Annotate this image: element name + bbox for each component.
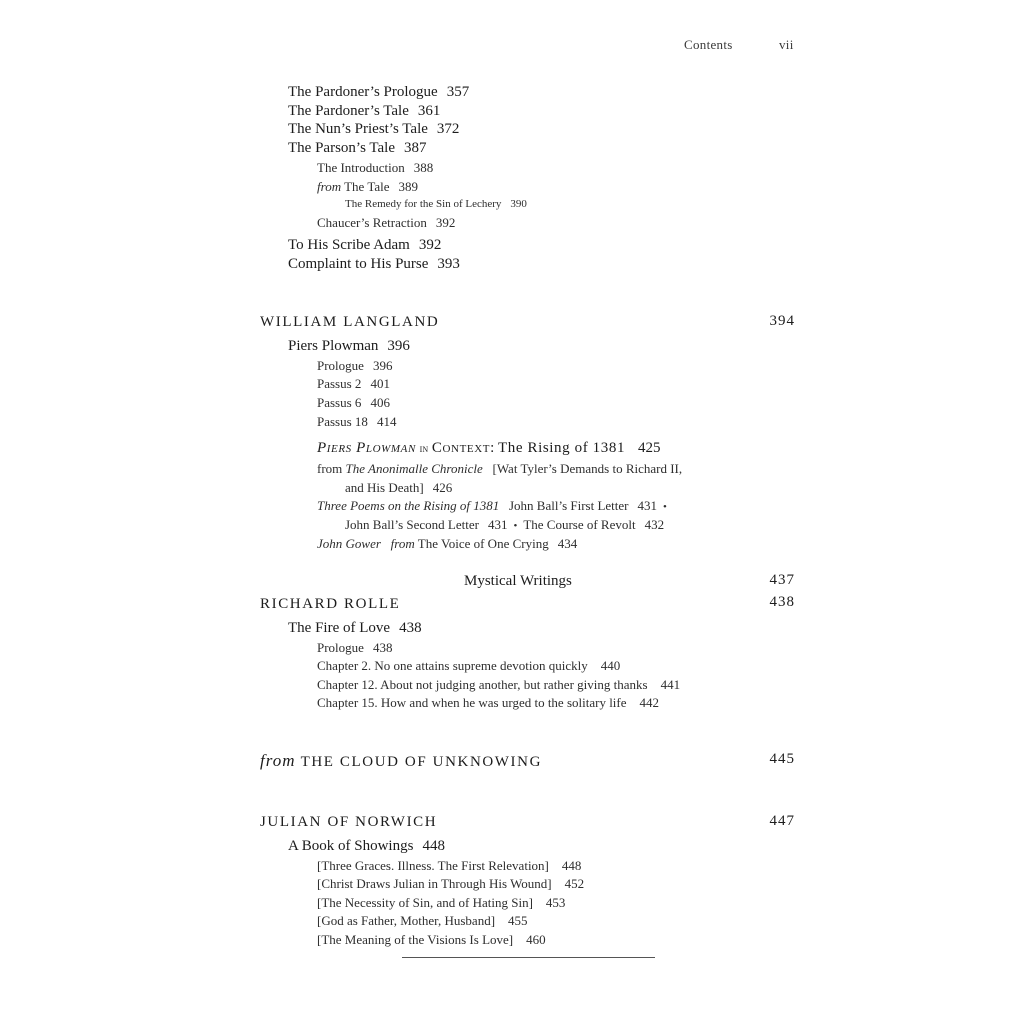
toc-subentry-chapter-15 bbox=[317, 695, 659, 711]
toc-subentry-meaning-of-visions bbox=[317, 932, 546, 948]
toc-subentry-three-poems-cont bbox=[345, 517, 664, 533]
entry-page: 390 bbox=[510, 198, 527, 210]
bottom-rule bbox=[402, 957, 655, 958]
entry-page: 434 bbox=[557, 536, 578, 551]
chronicle-bracket-line2: and His Death] bbox=[345, 480, 424, 495]
entry-page: 414 bbox=[376, 414, 397, 429]
entry-title: Prologue bbox=[317, 640, 364, 655]
entry-title: Complaint to His Purse bbox=[288, 256, 429, 272]
section-title-mystical-writings: Mystical Writings bbox=[464, 573, 572, 589]
entry-title: Chapter 12. About not judging another, but rather giving thanks bbox=[317, 677, 648, 692]
toc-entry-in-context bbox=[317, 440, 661, 457]
author-heading-langland: WILLIAM LANGLAND bbox=[260, 314, 440, 330]
poem2-page: 431 bbox=[487, 517, 508, 532]
toc-subentry-chapter-2 bbox=[317, 658, 620, 674]
entry-page: 396 bbox=[372, 358, 393, 373]
running-title: Contents bbox=[684, 37, 733, 52]
entry-page: 387 bbox=[404, 140, 427, 156]
author-heading-julian: JULIAN OF NORWICH bbox=[260, 814, 438, 830]
toc-entry-fire-of-love bbox=[288, 620, 422, 637]
entry-title: [The Meaning of the Visions Is Love] bbox=[317, 932, 514, 947]
entry-page: 392 bbox=[435, 215, 456, 230]
poem2-title: John Ball’s Second Letter bbox=[345, 517, 479, 532]
entry-page: 448 bbox=[561, 858, 582, 873]
toc-subentry-three-graces bbox=[317, 858, 581, 874]
toc-subentry-gower bbox=[317, 536, 577, 552]
author-page-julian: 447 bbox=[769, 813, 795, 829]
toc-subentry-retraction bbox=[317, 215, 455, 231]
author-page-rolle: 438 bbox=[769, 594, 795, 610]
context-in-word: in bbox=[419, 441, 429, 455]
entry-title: [The Necessity of Sin, and of Hating Sin] bbox=[317, 895, 533, 910]
toc-subentry-remedy bbox=[345, 198, 527, 210]
entry-page: 440 bbox=[600, 658, 621, 673]
context-word: Context bbox=[431, 440, 491, 456]
entry-title: [Three Graces. Illness. The First Relevation] bbox=[317, 858, 549, 873]
entry-page: 393 bbox=[437, 256, 460, 272]
entry-page: 441 bbox=[660, 677, 681, 692]
entry-page: 406 bbox=[370, 395, 390, 410]
toc-subentry-passus-18 bbox=[317, 414, 396, 430]
entry-title: [God as Father, Mother, Husband] bbox=[317, 913, 496, 928]
toc-entry-book-of-showings bbox=[288, 838, 445, 855]
entry-page: 357 bbox=[446, 84, 470, 100]
entry-title: The Tale bbox=[344, 179, 390, 194]
entry-title: Passus 18 bbox=[317, 414, 368, 429]
entry-title: The Pardoner’s Prologue bbox=[288, 84, 438, 100]
poem3-page: 432 bbox=[644, 517, 665, 532]
from-word: from bbox=[317, 179, 342, 194]
entry-page: 452 bbox=[564, 876, 585, 891]
entry-page: 425 bbox=[638, 440, 661, 456]
cloud-title: THE CLOUD OF UNKNOWING bbox=[300, 754, 543, 770]
entry-title: Passus 6 bbox=[317, 395, 362, 410]
toc-entry-complaint bbox=[288, 256, 460, 273]
toc-entry-scribe-adam bbox=[288, 237, 441, 254]
from-word: from bbox=[390, 536, 415, 551]
page-number: vii bbox=[779, 37, 794, 52]
entry-title: The Parson’s Tale bbox=[288, 140, 395, 156]
author-heading-rolle: RICHARD ROLLE bbox=[260, 596, 401, 612]
entry-title: The Introduction bbox=[317, 160, 405, 175]
entry-page: 401 bbox=[370, 376, 390, 391]
toc-subentry-necessity-of-sin bbox=[317, 895, 565, 911]
toc-subentry-passus-6 bbox=[317, 395, 390, 411]
poems-title: Three Poems on the Rising of 1381 bbox=[317, 498, 500, 513]
toc-subentry-chapter-12 bbox=[317, 677, 680, 693]
entry-title: Chapter 2. No one attains supreme devotion quickly bbox=[317, 658, 588, 673]
entry-page: 392 bbox=[418, 237, 442, 253]
from-word: from bbox=[317, 461, 343, 476]
toc-subentry-chronicle-cont bbox=[345, 480, 452, 496]
toc-subentry-three-poems bbox=[317, 498, 673, 514]
entry-page: 438 bbox=[399, 620, 422, 636]
entry-title: To His Scribe Adam bbox=[288, 237, 410, 253]
author-page-cloud: 445 bbox=[769, 751, 795, 767]
toc-entry-parsons-tale bbox=[288, 140, 427, 157]
entry-page: 442 bbox=[639, 695, 660, 710]
entry-page: 453 bbox=[545, 895, 566, 910]
entry-title: The Nun’s Priest’s Tale bbox=[288, 121, 428, 137]
entry-title: The Fire of Love bbox=[288, 620, 391, 636]
entry-page: 372 bbox=[436, 121, 460, 137]
entry-title: [Christ Draws Julian in Through His Wound] bbox=[317, 876, 552, 891]
context-colon: : bbox=[490, 440, 495, 456]
context-work-title: Piers Plowman bbox=[317, 440, 416, 456]
entry-page: 396 bbox=[387, 338, 410, 354]
chronicle-bracket-line1: [Wat Tyler’s Demands to Richard II, bbox=[492, 461, 683, 476]
toc-subentry-introduction bbox=[317, 160, 433, 176]
entry-page: 455 bbox=[508, 913, 528, 928]
entry-page: 388 bbox=[413, 160, 434, 175]
toc-subentry-passus-2 bbox=[317, 376, 390, 392]
toc-entry-pardoners-tale bbox=[288, 103, 440, 120]
entry-page: 448 bbox=[422, 838, 445, 854]
toc-entry-pardoners-prologue bbox=[288, 84, 469, 101]
entry-title: Prologue bbox=[317, 358, 364, 373]
toc-subentry-from-the-tale bbox=[317, 179, 418, 195]
toc-subentry-prologue bbox=[317, 358, 392, 374]
entry-title: Chaucer’s Retraction bbox=[317, 215, 427, 230]
toc-subentry-chronicle bbox=[317, 461, 682, 477]
gower-author: John Gower bbox=[317, 536, 381, 551]
section-page-mystical-writings: 437 bbox=[769, 572, 795, 588]
from-word: from bbox=[260, 751, 296, 770]
entry-title: Chapter 15. How and when he was urged to the solitary life bbox=[317, 695, 627, 710]
entry-page: 438 bbox=[372, 640, 393, 655]
context-subtitle: The Rising of 1381 bbox=[498, 440, 626, 456]
poem3-title: The Course of Revolt bbox=[523, 517, 636, 532]
entry-title: Piers Plowman bbox=[288, 338, 379, 354]
toc-subentry-god-as-father bbox=[317, 913, 528, 929]
toc-entry-piers-plowman bbox=[288, 338, 410, 355]
poem1-title: John Ball’s First Letter bbox=[508, 498, 629, 513]
entry-title: A Book of Showings bbox=[288, 838, 414, 854]
entry-page: 460 bbox=[526, 932, 546, 947]
toc-subentry-christ-draws bbox=[317, 876, 584, 892]
toc-subentry-rolle-prologue bbox=[317, 640, 392, 656]
entry-page: 389 bbox=[398, 179, 419, 194]
bullet-separator: • bbox=[663, 501, 667, 513]
entry-page: 361 bbox=[417, 103, 441, 119]
bullet-separator: • bbox=[513, 520, 518, 532]
entry-title: The Pardoner’s Tale bbox=[288, 103, 409, 119]
poem1-page: 431 bbox=[637, 498, 658, 513]
entry-title: Passus 2 bbox=[317, 376, 362, 391]
author-page-langland: 394 bbox=[769, 313, 795, 329]
toc-entry-nuns-priests-tale bbox=[288, 121, 459, 138]
chronicle-title: The Anonimalle Chronicle bbox=[345, 461, 483, 476]
entry-page: 426 bbox=[432, 480, 453, 495]
author-heading-cloud bbox=[260, 751, 542, 771]
gower-title: The Voice of One Crying bbox=[417, 536, 549, 551]
entry-title: The Remedy for the Sin of Lechery bbox=[345, 198, 502, 210]
